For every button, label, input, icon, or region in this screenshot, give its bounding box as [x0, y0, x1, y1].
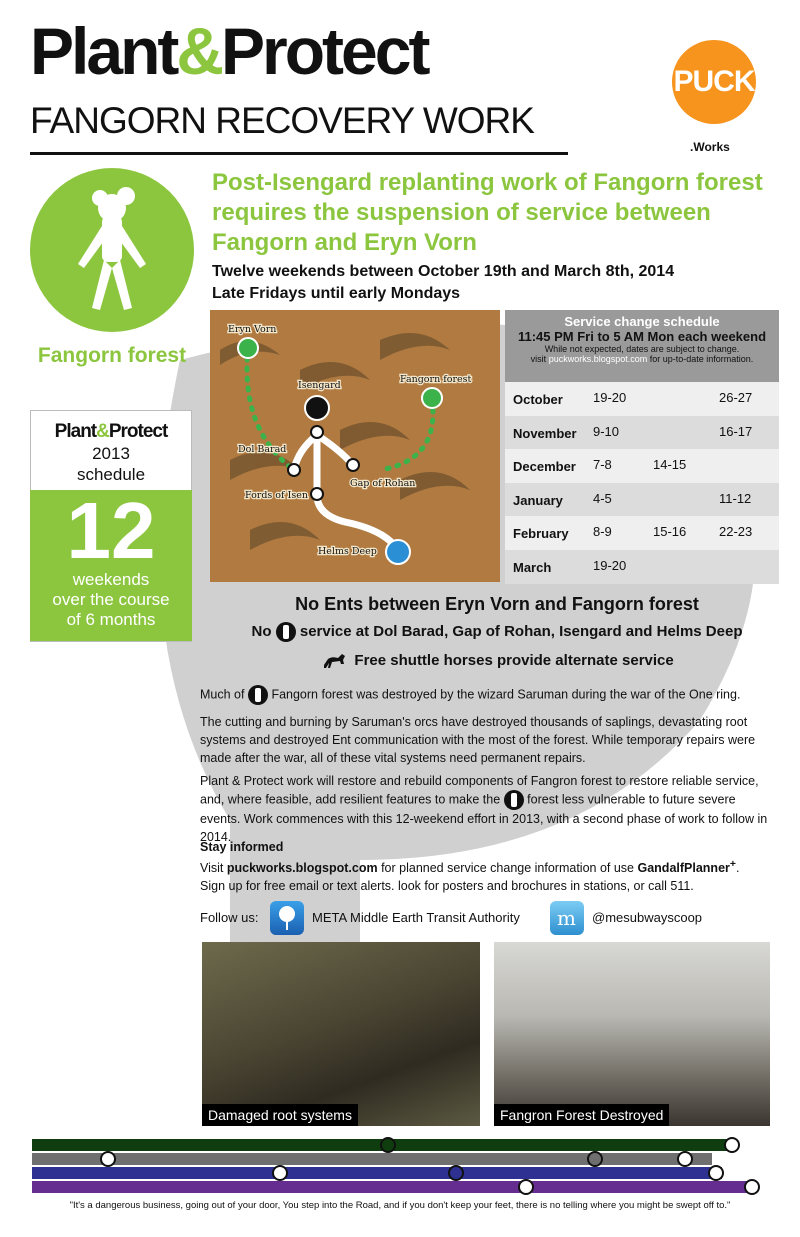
- main-title: [30, 14, 428, 88]
- route-map: [210, 310, 500, 582]
- schedule-month: November: [513, 425, 577, 441]
- schedule-month: October: [513, 392, 563, 407]
- schedule-table: [505, 310, 779, 584]
- body-paragraph-2: The cutting and burning by Saruman's orcs have destroyed thousands of saplings, devastating root systems and destroyed Ent communication with the most of the forest. While temporary repairs were made after the war, all of these vital systems need permanent repairs.: [200, 715, 756, 765]
- schedule-label: schedule: [76, 465, 146, 484]
- helms-deep-marker: [386, 540, 410, 564]
- planner-plus: +: [729, 859, 736, 870]
- schedule-date: 15-16: [653, 524, 687, 539]
- schedule-month: February: [513, 526, 569, 541]
- link-note-prefix: visit: [530, 354, 547, 364]
- weekend-count: 12: [66, 486, 156, 575]
- route-map-graphic: [210, 310, 500, 582]
- line-blue: [32, 1167, 722, 1179]
- ent-emblem: [30, 168, 194, 332]
- schedule-table-note: While not expected, dates are subject to change.: [544, 344, 740, 354]
- schedule-date: 26-27: [719, 390, 753, 405]
- no-ents-notice: No Ents between Eryn Vorn and Fangorn forest: [295, 594, 699, 614]
- shuttle-notice: [212, 651, 782, 671]
- map-label-fangorn: Fangorn forest: [400, 374, 472, 385]
- schedule-date: 9-10: [593, 423, 620, 439]
- no-service-suffix: service at Dol Barad, Gap of Rohan, Isengard and Helms Deep: [299, 622, 743, 640]
- isengard-stop: [311, 426, 323, 438]
- photo-caption-1: Damaged root systems: [202, 1104, 358, 1126]
- no-service-notice: [212, 622, 782, 642]
- footer-quote: "It's a dangerous business, going out of your door, You step into the Road, and if you don't keep your feet, there is no telling where you might be swept off to.": [69, 1200, 731, 1211]
- schedule-brand: [31, 421, 191, 443]
- isengard-marker: [305, 396, 329, 420]
- schedule-month: March: [513, 559, 552, 575]
- p3-prefix: Plant & Protect work will restore and rebuild components of Fangron forest to restore reliable service, and, where feasible, add resilient features to make the: [200, 774, 759, 807]
- schedule-month: December: [513, 459, 576, 474]
- stay-informed-heading: Stay informed: [200, 840, 284, 854]
- map-label-fords-of-isen: Fords of Isen: [245, 490, 308, 501]
- body-paragraph-1: [200, 685, 775, 705]
- map-label-helms-deep: Helms Deep: [318, 546, 377, 557]
- subway-scoop-icon[interactable]: [550, 901, 584, 935]
- notice-dates: [212, 261, 782, 305]
- schedule-date: 19-20: [593, 390, 627, 405]
- schedule-date: 4-5: [593, 490, 612, 506]
- weekend-count-label-1: weekends: [72, 570, 150, 589]
- weekend-count-panel: [30, 486, 192, 641]
- ent-inline-icon: [248, 685, 268, 705]
- schedule-table-header: [505, 310, 779, 386]
- fangorn-marker: [422, 388, 442, 408]
- photo-forest-destroyed: [494, 942, 770, 1126]
- schedule-date: 16-17: [719, 423, 753, 439]
- ent-inline-icon-2: [504, 790, 524, 810]
- schedule-date: 11-12: [719, 490, 752, 506]
- body-paragraph-3: [200, 772, 775, 846]
- schedule-row: [505, 416, 779, 450]
- brand-protect: Protect: [108, 421, 168, 442]
- link-note-suffix: for up-to-date information.: [649, 354, 754, 364]
- schedule-table-link-note: [505, 354, 779, 364]
- logo-suffix: .Works: [690, 140, 730, 154]
- shuttle-notice-text: Free shuttle horses provide alternate service: [354, 651, 674, 669]
- schedule-table-hours: 11:45 PM Fri to 5 AM Mon each weekend: [517, 329, 767, 344]
- schedule-row: [505, 449, 779, 483]
- brand-ampersand: &: [96, 421, 109, 442]
- dates-line-1: Twelve weekends between October 19th and March 8th, 2014: [212, 263, 675, 280]
- puck-logo: PUCK: [672, 40, 756, 124]
- ent-service-icon: [276, 622, 296, 642]
- schedule-month: January: [513, 492, 563, 508]
- p1-suffix: Fangorn forest was destroyed by the wizard Saruman during the war of the One ring.: [271, 687, 741, 702]
- subtitle: FANGORN RECOVERY WORK: [30, 100, 534, 141]
- follow-label: Follow us:: [200, 910, 259, 925]
- schedule-row: [505, 483, 779, 517]
- schedule-row: [505, 550, 779, 584]
- dates-line-2: Late Fridays until early Mondays: [212, 285, 461, 302]
- planner-name: GandalfPlanner: [637, 861, 730, 876]
- map-label-gap-of-rohan: Gap of Rohan: [350, 478, 416, 489]
- title-part-plant: Plant: [30, 14, 177, 88]
- p1-prefix: Much of: [200, 687, 245, 702]
- schedule-date: 8-9: [593, 524, 612, 539]
- blog-link[interactable]: puckworks.blogspot.com: [226, 861, 378, 876]
- weekend-count-label-3: of 6 months: [66, 610, 156, 629]
- brand-plant: Plant: [54, 421, 97, 442]
- schedule-date: 19-20: [593, 557, 627, 573]
- title-divider: [30, 152, 568, 155]
- title-part-protect: Protect: [221, 14, 428, 88]
- ent-icon: [30, 168, 194, 332]
- p4-c: .: [735, 861, 740, 876]
- gap-of-rohan-stop: [347, 459, 359, 471]
- dol-barad-stop: [288, 464, 300, 476]
- schedule-date: 14-15: [653, 457, 687, 472]
- title-ampersand: &: [176, 14, 222, 88]
- schedule-date: 7-8: [593, 457, 612, 472]
- gandalf-planner-link[interactable]: [638, 861, 736, 875]
- svg-text:m: m: [557, 906, 576, 930]
- photo-damaged-roots: [202, 942, 480, 1126]
- schedule-table-title: Service change schedule: [564, 314, 720, 329]
- p4-b: for planned service change information of use: [381, 861, 635, 876]
- no-service-prefix: No: [251, 622, 272, 640]
- meta-account[interactable]: META Middle Earth Transit Authority: [312, 910, 520, 925]
- schedule-info-link[interactable]: puckworks.blogspot.com: [548, 354, 648, 364]
- line-purple: [32, 1181, 752, 1193]
- schedule-year: 2013: [92, 444, 130, 463]
- schedule-row: [505, 382, 779, 416]
- notice-headline: Post-Isengard replanting work of Fangorn forest requires the suspension of service between Fangorn and Eryn Vorn: [212, 169, 763, 256]
- eryn-vorn-marker: [238, 338, 258, 358]
- p4-line-2: Sign up for free email or text alerts. look for posters and brochures in stations, or call 511.: [200, 879, 694, 894]
- weekend-count-label-2: over the course: [52, 590, 170, 609]
- transit-lines: [0, 1134, 800, 1198]
- map-label-eryn-vorn: Eryn Vorn: [228, 324, 277, 335]
- p3-suffix: forest less vulnerable to future severe events. Work commences with this 12-weekend effort in 2013, with a second phase of work to follow in 2014.: [200, 792, 768, 844]
- line-name: Fangorn forest: [37, 344, 187, 367]
- schedule-row: [505, 516, 779, 550]
- horse-icon: [320, 651, 350, 671]
- schedule-date: 22-23: [719, 524, 753, 539]
- fords-of-isen-stop: [311, 488, 323, 500]
- map-label-isengard: Isengard: [298, 380, 341, 391]
- p4-a: Visit: [200, 861, 224, 876]
- photo-caption-2: Fangron Forest Destroyed: [494, 1104, 669, 1126]
- stay-informed-text: [200, 856, 775, 895]
- tree-icon[interactable]: [270, 901, 304, 935]
- map-label-dol-barad: Dol Barad: [238, 444, 287, 455]
- line-gray: [32, 1153, 712, 1165]
- subway-scoop-account[interactable]: @mesubwayscoop: [592, 910, 703, 925]
